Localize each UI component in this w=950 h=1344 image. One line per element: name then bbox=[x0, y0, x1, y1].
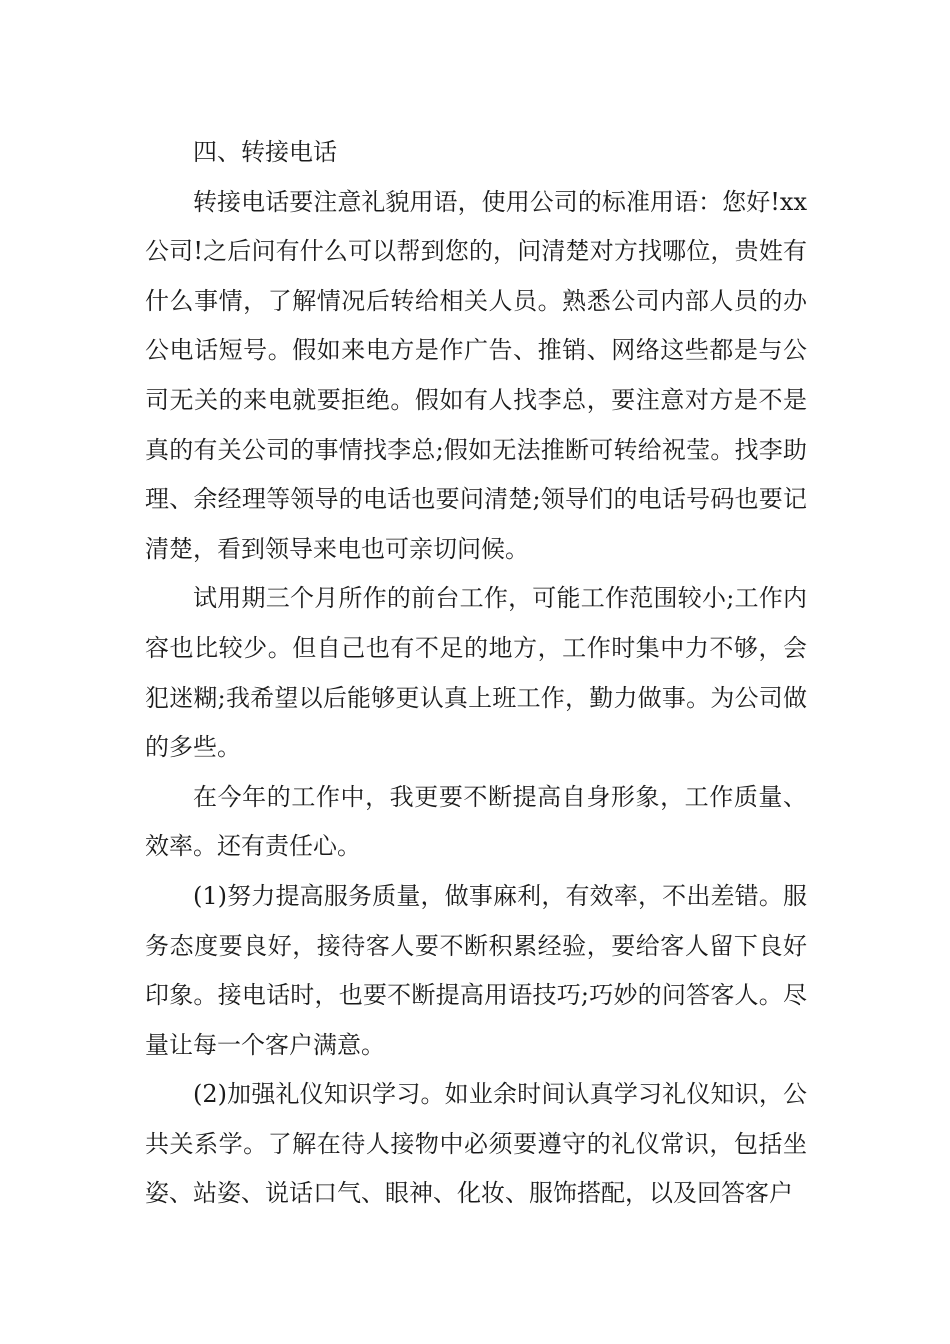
paragraph-item-1-service-quality: (1)努力提高服务质量，做事麻利，有效率，不出差错。服务态度要良好，接待客人要不断积累经验，要给客人留下良好印象。接电话时，也要不断提高用语技巧;巧妙的问答客人。尽量让每一个客户满意。 bbox=[145, 881, 807, 1059]
paragraph-item-2-etiquette: (2)加强礼仪知识学习。如业余时间认真学习礼仪知识，公共关系学。了解在待人接物中必须要遵守的礼仪常识，包括坐姿、站姿、说话口气、眼神、化妆、服饰搭配，以及回答客户 bbox=[145, 1080, 807, 1208]
section-heading: 四、转接电话 bbox=[193, 138, 337, 166]
paragraph-this-year-goals: 在今年的工作中，我更要不断提高自身形象，工作质量、效率。还有责任心。 bbox=[145, 782, 807, 861]
paragraph-probation-summary: 试用期三个月所作的前台工作，可能工作范围较小;工作内容也比较少。但自己也有不足的地方，工作时集中力不够，会犯迷糊;我希望以后能够更认真上班工作，勤力做事。为公司做的多些。 bbox=[145, 584, 807, 762]
document-page bbox=[145, 128, 807, 1219]
paragraph-transfer-calls: 转接电话要注意礼貌用语，使用公司的标准用语：您好!xx公司!之后问有什么可以帮到您的，问清楚对方找哪位，贵姓有什么事情，了解情况后转给相关人员。熟悉公司内部人员的办公电话短号。假如来电方是作广告、推销、网络这些都是与公司无关的来电就要拒绝。假如有人找李总，要注意对方是不是真的有关公司的事情找李总;假如无法推断可转给祝莹。找李助理、余经理等领导的电话也要问清楚;领导们的电话号码也要记清楚，看到领导来电也可亲切问候。 bbox=[145, 187, 807, 563]
